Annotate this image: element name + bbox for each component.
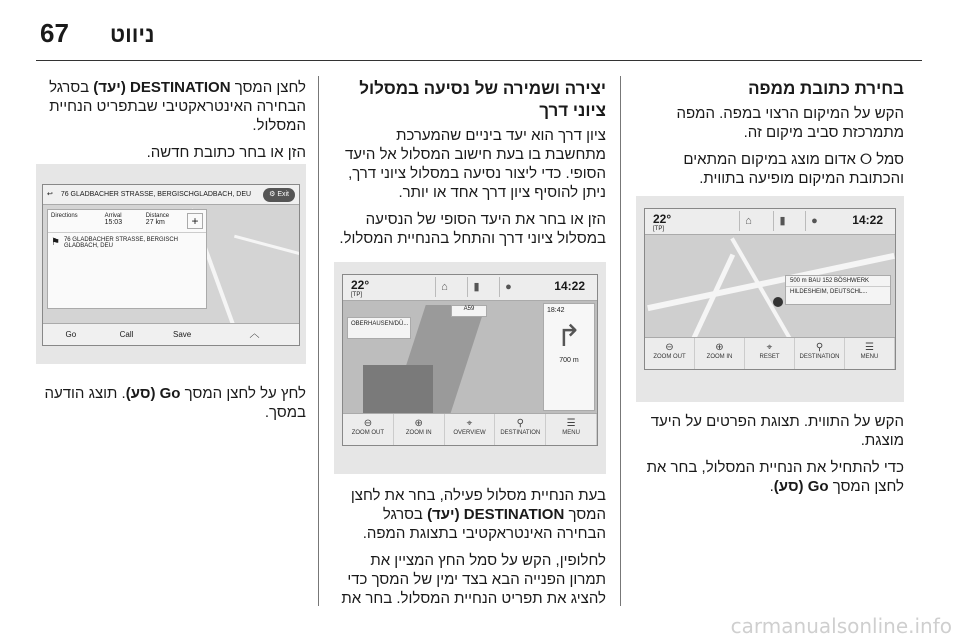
- zoom-in-icon: ⊕: [414, 418, 423, 429]
- figure-map-screen: [636, 196, 904, 402]
- phone-icon[interactable]: ▮: [773, 211, 791, 231]
- add-waypoint-icon[interactable]: +: [187, 213, 203, 229]
- clock: 14:22: [554, 279, 585, 293]
- destination-icon: ⚲: [516, 418, 524, 429]
- column-left-lower: [36, 384, 306, 430]
- directions-link[interactable]: Directions: [51, 213, 78, 219]
- guidance-screen: [342, 274, 598, 446]
- column-left: [36, 78, 306, 170]
- paragraph: הזן או בחר את היעד הסופי של הנסיעה במסלול ציוני דרך והתחל בהנחיית המסלול.: [339, 211, 606, 247]
- reset-button[interactable]: ⌖ RESET: [745, 338, 795, 369]
- paragraph: הקש על המיקום הרצוי במפה. המפה מתמרכזת סביב מיקום זה.: [676, 105, 904, 141]
- map-button-bar: [645, 337, 895, 369]
- paragraph: ציון דרך הוא יעד ביניים שהמערכת מתחשבת בו בעת חישוב המסלול אל היעד הסופי. כדי ליצור נסיעה במסלול ציוני דרך, ניתן להוסיף ציון דרך אחד או יותר.: [344, 127, 606, 201]
- zoom-out-icon: ⊖: [665, 342, 674, 353]
- column-middle: [334, 78, 606, 256]
- flag-icon: ⚑: [51, 237, 60, 248]
- street-info: 500 m BAU 152 BÖSHWERK: [790, 278, 870, 284]
- overview-button[interactable]: ⌖ OVERVIEW: [445, 414, 496, 445]
- go-button-ref: Go (סע): [773, 478, 829, 495]
- turn-panel[interactable]: [543, 303, 595, 411]
- lane-view: [363, 365, 433, 415]
- header-rule: [36, 60, 922, 61]
- zoom-out-icon: ⊖: [363, 418, 373, 429]
- zoom-in-button[interactable]: ⊕ ZOOM IN: [695, 338, 745, 369]
- zoom-in-icon: ⊕: [715, 342, 724, 353]
- temperature: 22°: [351, 278, 370, 292]
- paragraph: הזן או בחר כתובת חדשה.: [146, 144, 306, 161]
- paragraph: כדי להתחיל את הנחיית המסלול, בחר את לחצן המסך Go (סע).: [646, 459, 904, 495]
- paragraph: לחלופין, הקש על סמל החץ המציין את תמרון הפנייה הבא בצד ימין של המסך כדי להציג את תפריט הנחיית המסלול. בחר את: [341, 552, 606, 607]
- gear-icon: ⚙: [269, 191, 278, 198]
- menu-icon: ☰: [566, 418, 576, 429]
- paragraph: לחצן המסך DESTINATION (יעד) בסרגל הבחירה האינטראקטיבי שבתפריט הנחיית המסלול.: [49, 79, 306, 134]
- destination-button-bar: [43, 323, 299, 345]
- location-label-panel[interactable]: [785, 275, 891, 305]
- column-divider: [318, 76, 319, 606]
- crosshair-icon: ⌖: [766, 342, 773, 353]
- turn-arrow-icon[interactable]: ↱: [556, 320, 582, 353]
- watermark: carmanualsonline.info: [730, 614, 952, 638]
- paragraph: לחץ על לחצן המסך Go (סע). תוצג הודעה במסך.: [44, 385, 306, 421]
- destination-button[interactable]: ⚲ DESTINATION: [495, 414, 546, 445]
- nav-icon[interactable]: ⌂: [435, 277, 453, 297]
- destination-button[interactable]: ⚲ DESTINATION: [795, 338, 845, 369]
- call-button[interactable]: Call: [119, 330, 134, 339]
- nav-icon[interactable]: ⌂: [739, 211, 757, 231]
- destination-icon: ⚲: [815, 342, 824, 353]
- figure-guidance-screen: [334, 262, 606, 474]
- figure-destination-screen: [36, 164, 306, 364]
- settings-icon[interactable]: ●: [805, 211, 823, 231]
- page-header: [0, 14, 960, 50]
- route-info: [48, 210, 206, 233]
- column-middle-lower: [334, 486, 606, 616]
- road-sign: A59: [451, 305, 487, 317]
- settings-icon[interactable]: ●: [499, 277, 517, 297]
- phone-icon[interactable]: ▮: [467, 277, 485, 297]
- menu-icon: ☰: [865, 342, 874, 353]
- column-right-lower: [636, 412, 904, 504]
- column-right: [636, 78, 904, 196]
- back-icon[interactable]: ↩: [47, 191, 53, 198]
- chapter-title: ניווט: [110, 22, 155, 47]
- destination-panel: [47, 209, 207, 309]
- tp-indicator: [TP]: [653, 226, 665, 232]
- save-button[interactable]: Save: [173, 330, 192, 339]
- status-bar: [645, 209, 895, 235]
- zoom-out-button[interactable]: ⊖ ZOOM OUT: [343, 414, 394, 445]
- distance-block: Distance 27 km: [145, 213, 170, 226]
- address-title: 76 GLADBACHER STRASSE, BERGISCHGLADBACH, DEU: [60, 191, 252, 198]
- location-pin-icon: [773, 297, 783, 307]
- zoom-in-button[interactable]: ⊕ ZOOM IN: [394, 414, 445, 445]
- poi-label[interactable]: OBERHAUSEN/DÜ...: [347, 317, 411, 339]
- address-line: 76 GLADBACHER STRASSE, BERGISCH GLADBACH, DEU: [63, 237, 179, 249]
- section-heading: יצירה ושמירה של נסיעה במסלול ציוני דרך: [359, 79, 606, 120]
- menu-button[interactable]: ☰ MENU: [546, 414, 597, 445]
- destination-screen: [42, 184, 300, 346]
- address-bar: [43, 185, 299, 205]
- location-label[interactable]: HILDESHEIM, DEUTSCHL...: [786, 286, 890, 297]
- temperature: 22°: [653, 212, 672, 226]
- clock: 14:22: [852, 213, 883, 227]
- turn-distance: 700 m: [559, 357, 579, 364]
- address-row[interactable]: [48, 233, 206, 253]
- tp-indicator: [TP]: [351, 292, 363, 298]
- column-divider: [620, 76, 621, 606]
- map-screen: [644, 208, 896, 370]
- page-number: 67: [40, 18, 69, 48]
- zoom-out-button[interactable]: ⊖ ZOOM OUT: [645, 338, 695, 369]
- menu-button[interactable]: ☰ MENU: [845, 338, 895, 369]
- eta: 18:42: [547, 307, 565, 314]
- status-bar: [343, 275, 597, 301]
- arrival-block: Arrival 15:03: [104, 213, 123, 226]
- section-heading: בחירת כתובת ממפה: [748, 79, 904, 98]
- go-button[interactable]: Go: [65, 330, 77, 339]
- go-button-ref: Go (סע): [125, 385, 181, 402]
- overview-icon: ⌖: [466, 418, 473, 429]
- paragraph: סמל ⭘ אדום מוצג במיקום המתאים והכתובת המיקום מופיעה בתווית.: [683, 151, 904, 187]
- destination-button-ref: DESTINATION (יעד): [93, 79, 231, 96]
- paragraph: הקש על התווית. תצוגת הפרטים על היעד מוצגת.: [650, 413, 904, 449]
- paragraph: בעת הנחיית מסלול פעילה, בחר את לחצן המסך DESTINATION (יעד) בסרגל הבחירה האינטראקטיבי בתצוגת המפה.: [350, 487, 606, 542]
- exit-button[interactable]: ⚙ Exit: [263, 188, 295, 202]
- destination-button-ref: DESTINATION (יעד): [427, 506, 565, 523]
- map-button-bar: [343, 413, 597, 445]
- chevron-up-icon[interactable]: ︿: [249, 329, 260, 340]
